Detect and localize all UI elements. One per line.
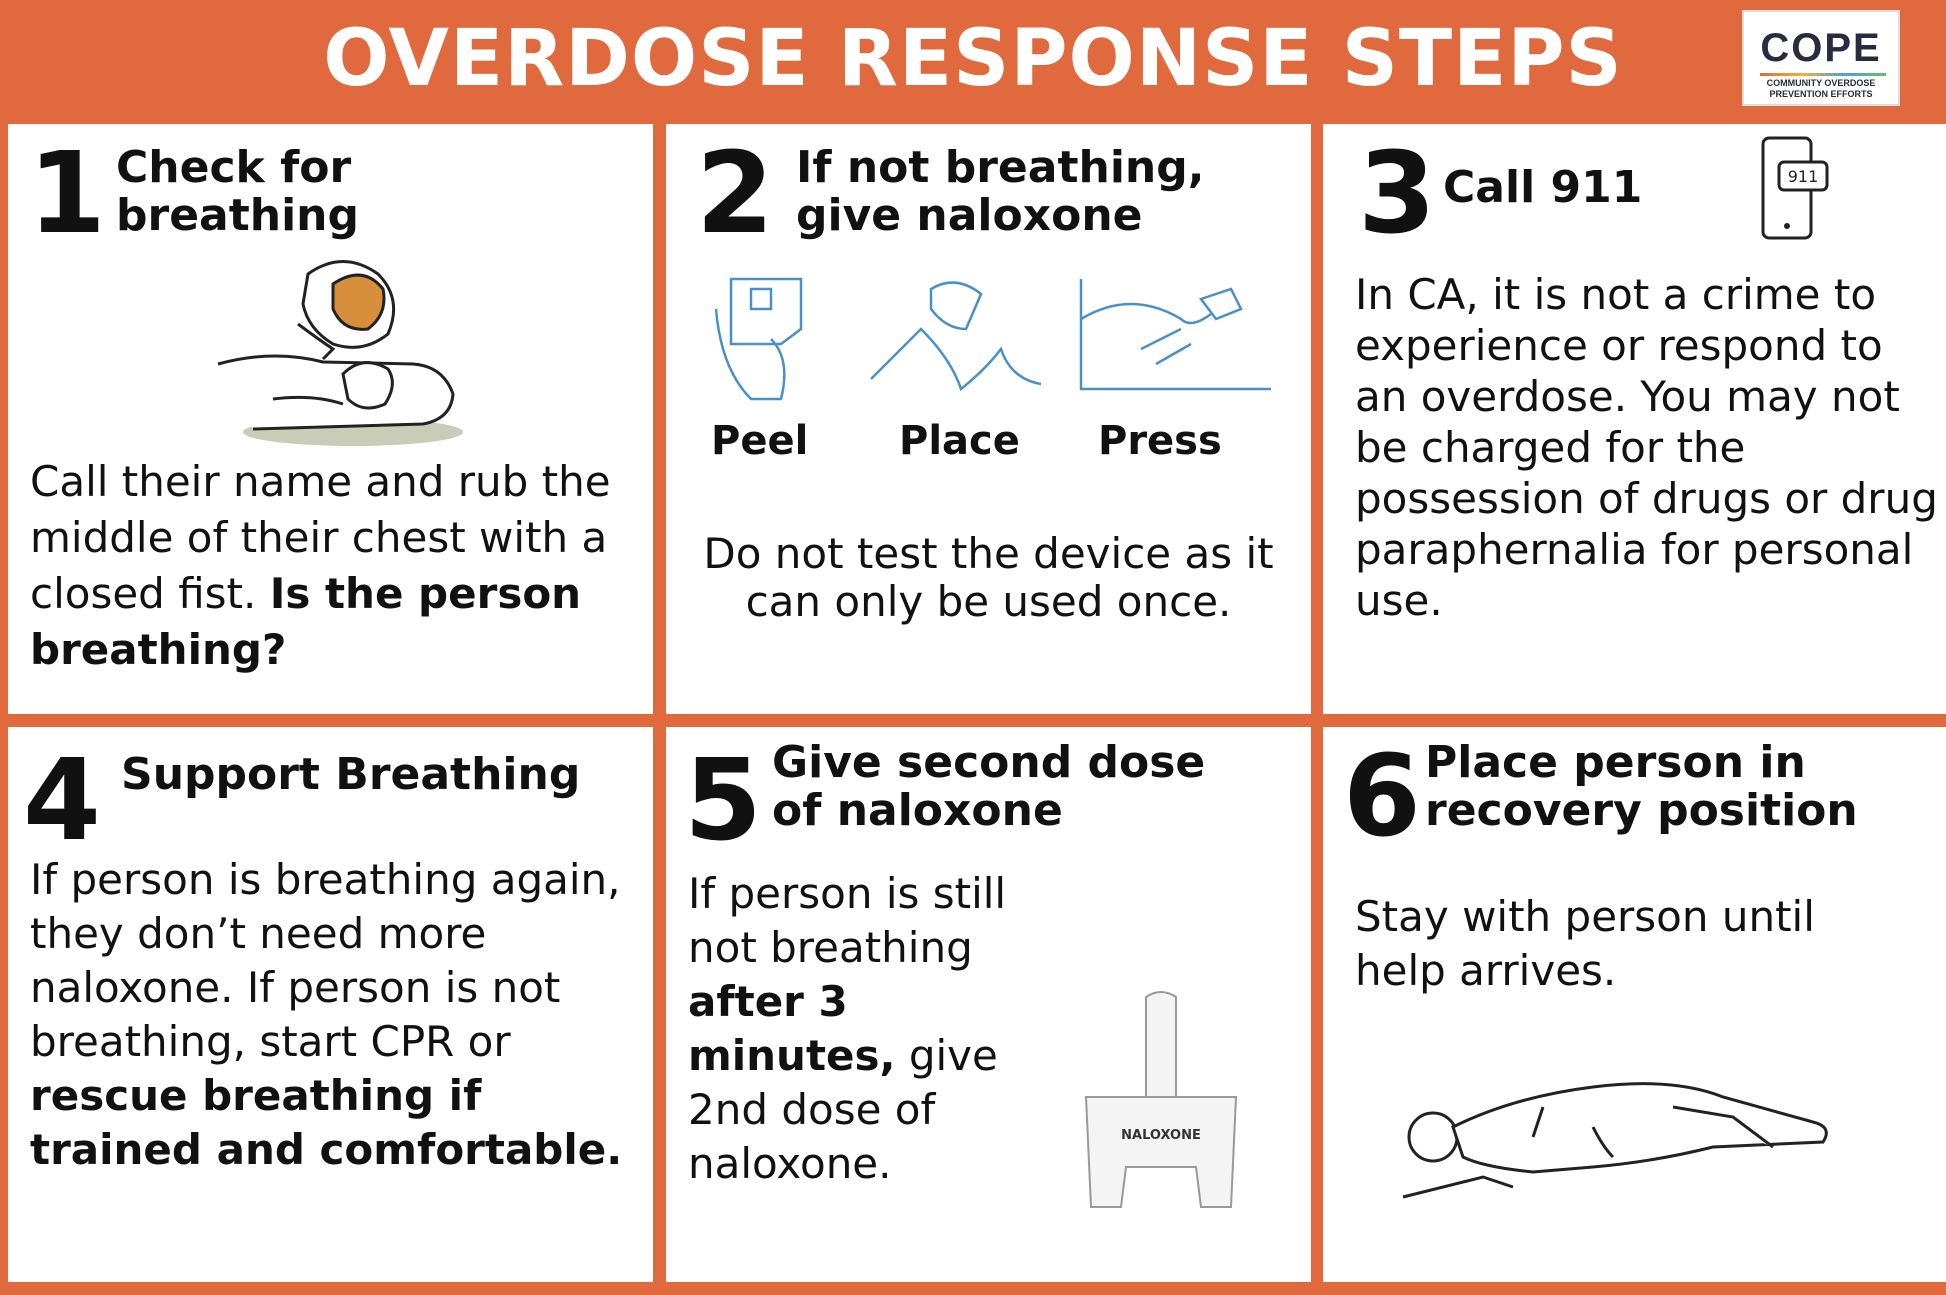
step-heading: Check for breathing <box>116 142 359 241</box>
step-3-panel <box>1323 124 1946 714</box>
step-body: If person is breathing again, they don’t need more naloxone. If person is not breathing, start CPR or rescue breathing if trained and comfortable. <box>30 855 623 1174</box>
step-number: 6 <box>1343 732 1421 862</box>
step-5-panel <box>666 727 1311 1282</box>
action-label-peel: Peel <box>711 418 809 464</box>
step-body: Call their name and rub the middle of their chest with a closed fist. Is the person breathing? <box>30 457 611 674</box>
logo-word: COPE <box>1760 26 1882 70</box>
step-heading: Give second dose of naloxone <box>772 737 1206 836</box>
phone-icon <box>1753 134 1833 244</box>
device-label: NALOXONE <box>1121 1128 1201 1143</box>
step-body: Stay with person until help arrives. <box>1355 892 1815 995</box>
step-number: 3 <box>1358 129 1436 259</box>
logo-rule <box>1760 73 1886 76</box>
step-2-panel <box>666 124 1311 714</box>
step-heading: Place person in recovery position <box>1425 737 1858 836</box>
action-label-press: Press <box>1098 418 1222 464</box>
page-title: OVERDOSE RESPONSE STEPS <box>323 14 1623 104</box>
person-checking-breathing-icon <box>213 254 463 449</box>
step-heading: Support Breathing <box>121 749 581 800</box>
action-label-place: Place <box>899 418 1020 464</box>
phone-label: 911 <box>1787 167 1819 186</box>
logo-subtitle: COMMUNITY OVERDOSE PREVENTION EFFORTS <box>1766 78 1876 99</box>
nasal-spray-icon <box>1056 987 1256 1227</box>
step-number: 1 <box>28 129 106 259</box>
step-heading: If not breathing, give naloxone <box>796 142 1205 241</box>
step-number: 5 <box>684 736 762 866</box>
recovery-position-icon <box>1393 1067 1853 1207</box>
step-number: 4 <box>23 736 101 866</box>
step-number: 2 <box>696 129 774 259</box>
step-heading: Call 911 <box>1443 162 1643 213</box>
header-bar <box>0 0 1946 120</box>
cope-logo <box>1742 10 1900 106</box>
step-4-panel <box>8 727 653 1282</box>
step-1-panel <box>8 124 653 714</box>
step-body: In CA, it is not a crime to experience or respond to an overdose. You may not be charged for the possession of drugs or drug paraphernalia for personal use. <box>1355 270 1938 625</box>
step-body: Do not test the device as it can only be used once. <box>703 529 1274 626</box>
naloxone-steps-icon <box>711 269 1271 409</box>
step-body: If person is still not breathing after 3 minutes, give 2nd dose of naloxone. <box>688 869 1007 1188</box>
step-6-panel <box>1323 727 1946 1282</box>
